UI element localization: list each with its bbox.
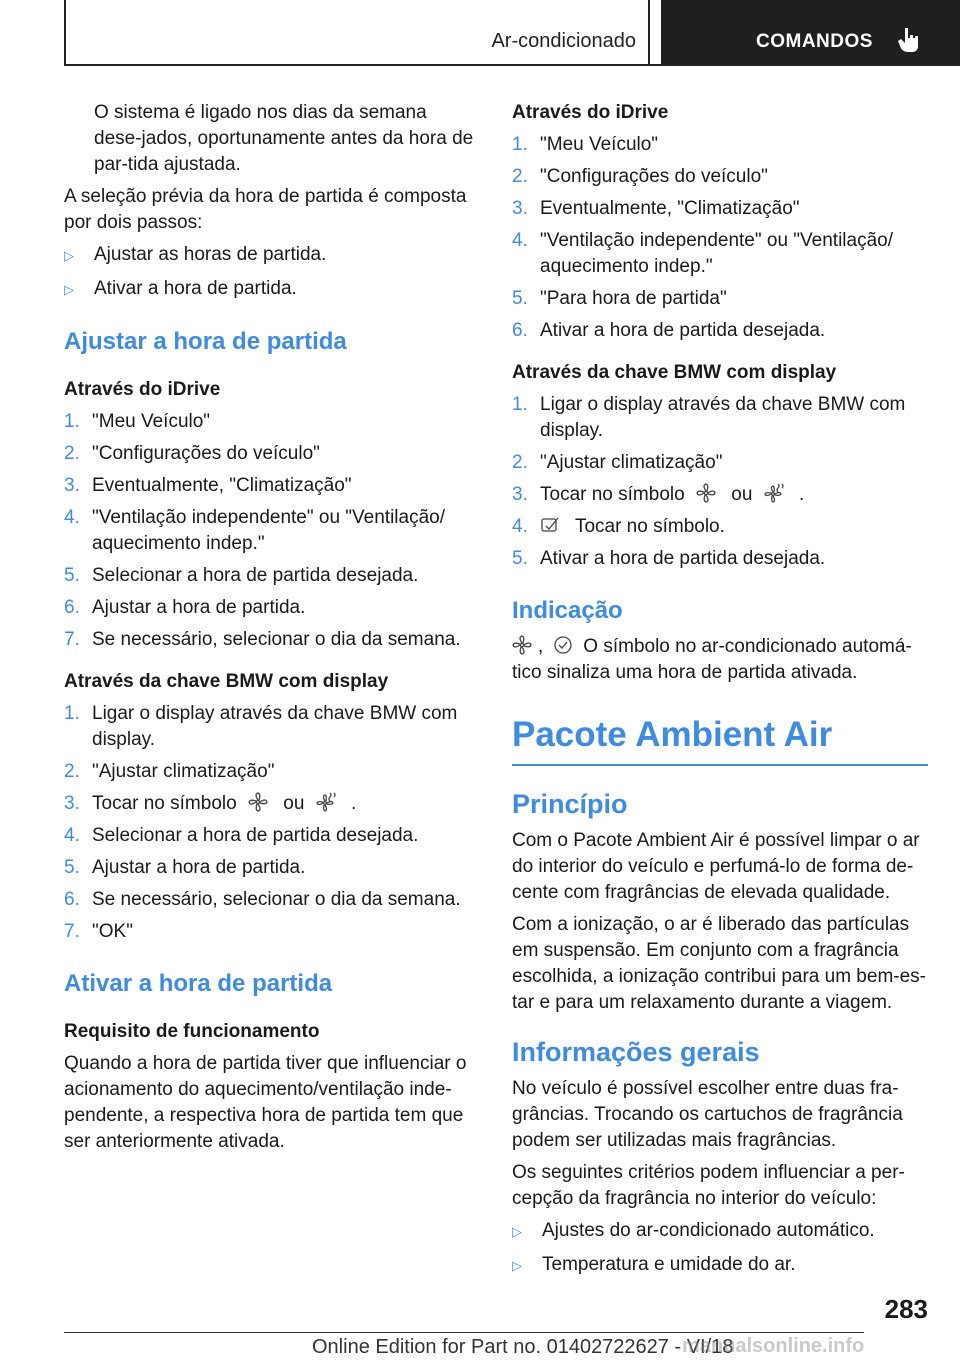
list-item: 4. Selecionar a hora de partida desejada.: [64, 825, 419, 846]
preselect-paragraph: A seleção prévia da hora de partida é composta por dois passos:: [64, 186, 467, 233]
bullet-triangle-icon: ▷: [512, 1224, 522, 1239]
list-item: 6. Se necessário, selecionar o dia da semana.: [64, 889, 461, 910]
requirement-heading: Requisito de funcionamento: [64, 1021, 320, 1042]
list-item: 7. "OK": [64, 921, 133, 942]
heading-ambient-air: Pacote Ambient Air: [512, 714, 928, 766]
idrive-heading: Através do iDrive: [64, 379, 221, 400]
list-item: 1. Ligar o display através da chave BMW com display.: [64, 703, 458, 750]
list-item: 6. Ajustar a hora de partida.: [64, 597, 306, 618]
indication-paragraph: , O símbolo no ar-condicionado automá-tico sinaliza uma hora de partida ativada.: [512, 636, 912, 683]
list-item: 4. "Ventilação independente" ou "Ventilação/ aquecimento indep.": [512, 230, 894, 277]
list-item: 1. "Meu Veículo": [512, 134, 659, 155]
list-item: 1. Ligar o display através da chave BMW com display.: [512, 394, 906, 441]
fan-icon: [248, 792, 268, 812]
list-item: 2. "Ajustar climatização": [512, 452, 723, 473]
list-item: ▷ Ativar a hora de partida.: [64, 276, 476, 303]
list-item: 3. Eventualmente, "Climatização": [512, 198, 800, 219]
intro-paragraph: O sistema é ligado nos dias da semana dese-jados, oportunamente antes da hora de par-tida ajustada.: [94, 102, 474, 175]
right-column: [512, 100, 928, 1286]
footer-watermark: manualsonline.info: [682, 1335, 865, 1357]
info-paragraph-2: Os seguintes critérios podem influenciar a per-cepção da fragrância no interior do veículo:: [512, 1162, 905, 1209]
info-paragraph-1: No veículo é possível escolher entre duas fra-grâncias. Trocando os cartuchos de fragrância podem ser utilizadas mais fragrâncias.: [512, 1078, 903, 1151]
list-item: 2. "Ajustar climatização": [64, 761, 275, 782]
list-item: 3. Tocar no símbolo ou .: [512, 484, 805, 505]
list-item: 3. Eventualmente, "Climatização": [64, 475, 352, 496]
fan-heat-icon: [764, 483, 784, 503]
timer-icon: [553, 635, 573, 655]
principio-paragraph-2: Com a ionização, o ar é liberado das partículas em suspensão. Em conjunto com a fragrância escolhida, a ionização contribui para um bem-es-tar e para um relaxamento durante a viagem.: [512, 914, 926, 1013]
list-item: 1. "Meu Veículo": [64, 411, 211, 432]
heading-info: Informações gerais: [512, 1037, 760, 1067]
list-item: 5. Ajustar a hora de partida.: [64, 857, 306, 878]
list-item: 5. Ativar a hora de partida desejada.: [512, 548, 826, 569]
key-display-icon: [540, 515, 560, 535]
bullet-triangle-icon: ▷: [512, 1258, 522, 1273]
header-border-separator: [648, 0, 650, 66]
fan-icon: [696, 483, 716, 503]
heading-ajustar: Ajustar a hora de partida: [64, 328, 347, 355]
list-item: 3. Tocar no símbolo ou .: [64, 793, 357, 814]
list-item: 7. Se necessário, selecionar o dia da semana.: [64, 629, 461, 650]
list-item: 6. Ativar a hora de partida desejada.: [512, 320, 826, 341]
bullet-triangle-icon: ▷: [64, 282, 74, 297]
footer-edition: Online Edition for Part no. 01402722627 - VI/18: [312, 1336, 734, 1358]
list-item: ▷ Ajustar as horas de partida.: [64, 242, 476, 269]
key-heading: Através da chave BMW com display: [64, 671, 389, 692]
idrive-heading: Através do iDrive: [512, 102, 669, 123]
heading-ativar: Ativar a hora de partida: [64, 970, 333, 997]
list-item: 4. Tocar no símbolo.: [512, 516, 725, 537]
requirement-paragraph: Quando a hora de partida tiver que influenciar o acionamento do aquecimento/ventilação inde-pendente, a respectiva hora de partida tem que ser anteriormente ativada.: [64, 1053, 467, 1152]
header-section-title: Ar-condicionado: [491, 30, 636, 52]
page-number: 283: [884, 1294, 928, 1324]
list-item: 5. "Para hora de partida": [512, 288, 727, 309]
list-item: 2. "Configurações do veículo": [512, 166, 768, 187]
header-rule: [64, 64, 960, 66]
fan-heat-icon: [316, 792, 336, 812]
key-heading: Através da chave BMW com display: [512, 362, 837, 383]
list-item: 4. "Ventilação independente" ou "Ventilação/ aquecimento indep.": [64, 507, 446, 554]
principio-paragraph-1: Com o Pacote Ambient Air é possível limpar o ar do interior do veículo e perfumá-lo de forma de-cente com fragrâncias de elevada qualidade.: [512, 830, 920, 903]
left-column: [64, 100, 476, 1161]
fan-icon: [512, 635, 532, 655]
heading-principio: Princípio: [512, 789, 628, 819]
bullet-triangle-icon: ▷: [64, 248, 74, 263]
header-border-left: [64, 0, 66, 66]
list-item: ▷ Temperatura e umidade do ar.: [512, 1252, 928, 1279]
header-chapter-title: COMANDOS: [756, 31, 873, 52]
list-item: 2. "Configurações do veículo": [64, 443, 320, 464]
heading-indicacao: Indicação: [512, 597, 623, 624]
hand-pointing-icon: [896, 26, 922, 54]
list-item: 5. Selecionar a hora de partida desejada.: [64, 565, 419, 586]
list-item: ▷ Ajustes do ar-condicionado automático.: [512, 1218, 928, 1245]
